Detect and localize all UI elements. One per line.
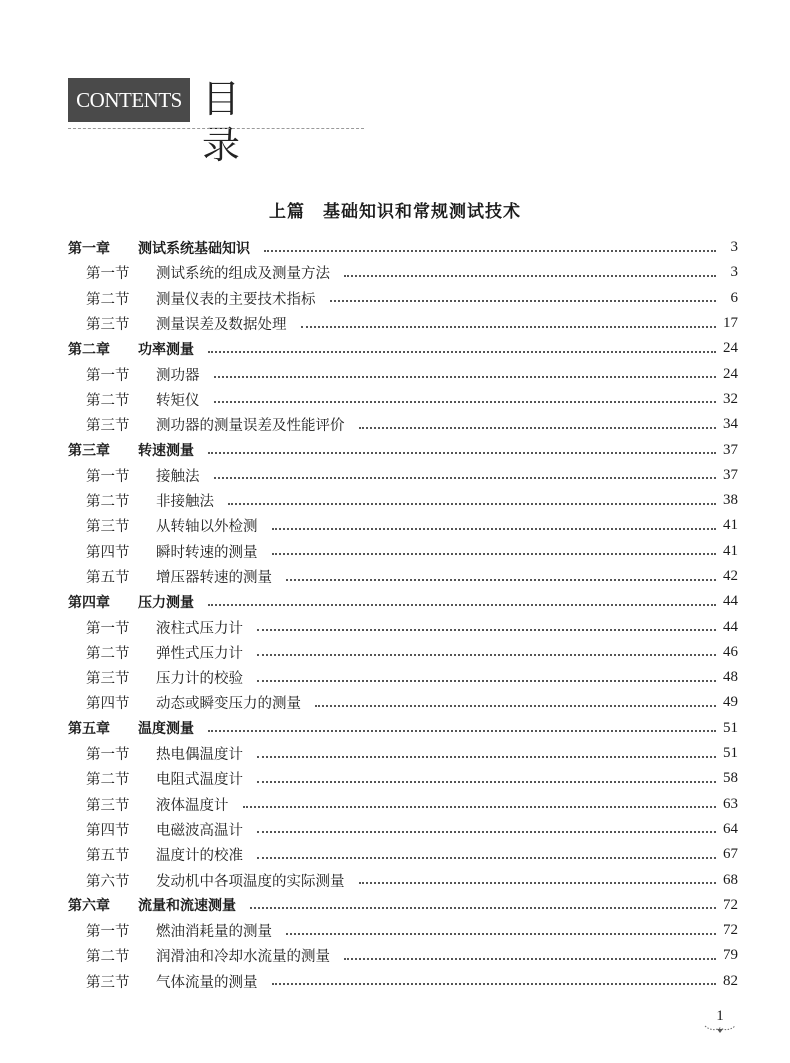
- toc-entry-page: 32: [723, 390, 738, 407]
- toc-entry-title: 热电偶温度计: [156, 747, 243, 764]
- toc-entry-number: 第三节: [86, 797, 130, 814]
- page-number: 1: [716, 1008, 724, 1024]
- toc-entry-page: 44: [723, 593, 738, 610]
- toc-entry-number: 第六章: [68, 898, 110, 915]
- toc-entry-page: 48: [723, 669, 738, 686]
- toc-dot-leader: [359, 882, 717, 884]
- toc-entry-number: 第四节: [86, 696, 130, 713]
- toc-entry-page: 37: [723, 466, 738, 483]
- toc-section-row: [68, 741, 738, 766]
- toc-section-row: [68, 286, 738, 311]
- toc-entry-title: 测量仪表的主要技术指标: [156, 291, 316, 308]
- toc-entry-page: 64: [723, 820, 738, 837]
- toc-dot-leader: [272, 528, 717, 530]
- toc-entry-title: 润滑油和冷却水流量的测量: [156, 949, 330, 966]
- toc-dot-leader: [330, 300, 717, 302]
- toc-dot-leader: [264, 250, 716, 252]
- toc-dot-leader: [257, 831, 716, 833]
- toc-entry-page: 46: [723, 643, 738, 660]
- toc-entry-title: 测功器的测量误差及性能评价: [156, 418, 345, 435]
- toc-entry-title: 电磁波高温计: [156, 822, 243, 839]
- toc-entry-page: 67: [723, 846, 738, 863]
- toc-dot-leader: [272, 553, 717, 555]
- toc-entry-title: 电阻式温度计: [156, 772, 243, 789]
- toc-section-row: [68, 665, 738, 690]
- toc-entry-page: 79: [723, 947, 738, 964]
- toc-entry-title: 测功器: [156, 367, 200, 384]
- table-of-contents: [68, 235, 738, 994]
- toc-section-row: [68, 640, 738, 665]
- toc-entry-number: 第一节: [86, 367, 130, 384]
- toc-entry-number: 第一节: [86, 266, 130, 283]
- toc-section-row: [68, 918, 738, 943]
- page-title: 目录: [202, 77, 297, 167]
- toc-entry-title: 功率测量: [138, 341, 194, 358]
- folio-ornament-icon: [704, 1024, 736, 1034]
- toc-entry-number: 第五节: [86, 848, 130, 865]
- toc-entry-page: 51: [723, 745, 738, 762]
- toc-dot-leader: [257, 781, 716, 783]
- toc-entry-number: 第二节: [86, 494, 130, 511]
- toc-entry-title: 弹性式压力计: [156, 645, 243, 662]
- toc-section-row: [68, 817, 738, 842]
- toc-entry-number: 第三节: [86, 974, 130, 991]
- toc-chapter-row: [68, 235, 738, 260]
- toc-entry-page: 41: [723, 542, 738, 559]
- toc-section-row: [68, 488, 738, 513]
- toc-entry-title: 转矩仪: [156, 392, 200, 409]
- toc-dot-leader: [208, 351, 716, 353]
- toc-section-row: [68, 690, 738, 715]
- toc-entry-title: 动态或瞬变压力的测量: [156, 696, 301, 713]
- toc-section-row: [68, 614, 738, 639]
- toc-entry-number: 第三节: [86, 317, 130, 334]
- toc-entry-title: 液柱式压力计: [156, 620, 243, 637]
- toc-dot-leader: [208, 730, 716, 732]
- toc-entry-number: 第一节: [86, 468, 130, 485]
- toc-entry-page: 3: [730, 239, 738, 256]
- toc-entry-title: 压力计的校验: [156, 671, 243, 688]
- toc-entry-number: 第四章: [68, 594, 110, 611]
- toc-dot-leader: [272, 983, 717, 985]
- toc-section-row: [68, 867, 738, 892]
- toc-section-row: [68, 766, 738, 791]
- toc-entry-number: 第二节: [86, 645, 130, 662]
- toc-entry-page: 17: [723, 315, 738, 332]
- toc-dot-leader: [315, 705, 716, 707]
- toc-entry-title: 燃油消耗量的测量: [156, 924, 272, 941]
- toc-entry-title: 压力测量: [138, 594, 194, 611]
- toc-dot-leader: [250, 907, 716, 909]
- header-divider: [68, 128, 364, 129]
- toc-section-row: [68, 387, 738, 412]
- toc-entry-title: 转速测量: [138, 443, 194, 460]
- toc-entry-title: 测试系统的组成及测量方法: [156, 266, 330, 283]
- toc-dot-leader: [257, 756, 716, 758]
- toc-entry-page: 72: [723, 896, 738, 913]
- toc-section-row: [68, 463, 738, 488]
- toc-entry-number: 第一章: [68, 240, 110, 257]
- toc-entry-page: 58: [723, 770, 738, 787]
- toc-dot-leader: [257, 629, 716, 631]
- toc-entry-page: 44: [723, 618, 738, 635]
- toc-dot-leader: [257, 857, 716, 859]
- toc-section-row: [68, 943, 738, 968]
- toc-entry-number: 第一节: [86, 620, 130, 637]
- toc-dot-leader: [286, 933, 716, 935]
- toc-entry-title: 非接触法: [156, 494, 214, 511]
- toc-entry-title: 液体温度计: [156, 797, 229, 814]
- toc-section-row: [68, 792, 738, 817]
- toc-entry-number: 第六节: [86, 873, 130, 890]
- toc-section-row: [68, 539, 738, 564]
- toc-entry-page: 24: [723, 340, 738, 357]
- toc-entry-number: 第一节: [86, 747, 130, 764]
- toc-dot-leader: [301, 326, 717, 328]
- toc-dot-leader: [257, 680, 716, 682]
- toc-section-row: [68, 361, 738, 386]
- toc-dot-leader: [286, 579, 716, 581]
- toc-entry-title: 温度计的校准: [156, 848, 243, 865]
- toc-entry-number: 第三章: [68, 443, 110, 460]
- toc-section-row: [68, 513, 738, 538]
- toc-entry-number: 第四节: [86, 822, 130, 839]
- toc-entry-page: 49: [723, 694, 738, 711]
- toc-entry-page: 51: [723, 719, 738, 736]
- toc-chapter-row: [68, 336, 738, 361]
- toc-entry-page: 3: [730, 264, 738, 281]
- toc-entry-page: 38: [723, 492, 738, 509]
- toc-entry-title: 气体流量的测量: [156, 974, 258, 991]
- toc-section-row: [68, 842, 738, 867]
- toc-dot-leader: [214, 477, 717, 479]
- contents-header: [68, 77, 368, 167]
- toc-entry-page: 41: [723, 517, 738, 534]
- toc-entry-page: 24: [723, 365, 738, 382]
- toc-entry-page: 72: [723, 922, 738, 939]
- toc-dot-leader: [344, 275, 716, 277]
- toc-section-row: [68, 564, 738, 589]
- toc-entry-title: 测量误差及数据处理: [156, 317, 287, 334]
- toc-entry-page: 63: [723, 795, 738, 812]
- toc-entry-title: 流量和流速测量: [138, 898, 236, 915]
- toc-dot-leader: [243, 806, 717, 808]
- toc-entry-number: 第三节: [86, 519, 130, 536]
- toc-section-row: [68, 969, 738, 994]
- toc-entry-title: 增压器转速的测量: [156, 570, 272, 586]
- toc-dot-leader: [359, 427, 717, 429]
- toc-entry-title: 从转轴以外检测: [156, 519, 258, 536]
- toc-entry-number: 第三节: [86, 418, 130, 435]
- part-title: 上篇 基础知识和常规测试技术: [269, 202, 521, 222]
- contents-label: CONTENTS: [68, 78, 190, 122]
- toc-section-row: [68, 260, 738, 285]
- toc-entry-number: 第三节: [86, 671, 130, 688]
- toc-entry-title: 瞬时转速的测量: [156, 544, 258, 561]
- toc-dot-leader: [214, 376, 717, 378]
- toc-chapter-row: [68, 589, 738, 614]
- toc-entry-number: 第二章: [68, 341, 110, 358]
- toc-chapter-row: [68, 716, 738, 741]
- toc-entry-number: 第一节: [86, 924, 130, 941]
- toc-dot-leader: [228, 503, 716, 505]
- toc-entry-page: 37: [723, 441, 738, 458]
- toc-entry-number: 第四节: [86, 544, 130, 561]
- toc-section-row: [68, 412, 738, 437]
- toc-dot-leader: [257, 654, 716, 656]
- toc-entry-title: 发动机中各项温度的实际测量: [156, 873, 345, 890]
- toc-chapter-row: [68, 437, 738, 462]
- toc-entry-title: 接触法: [156, 468, 200, 485]
- toc-entry-page: 42: [723, 568, 738, 584]
- toc-entry-number: 第二节: [86, 392, 130, 409]
- toc-dot-leader: [214, 401, 717, 403]
- toc-entry-number: 第五节: [86, 570, 130, 586]
- toc-entry-number: 第五章: [68, 721, 110, 738]
- toc-chapter-row: [68, 893, 738, 918]
- toc-entry-page: 82: [723, 972, 738, 989]
- toc-dot-leader: [208, 452, 716, 454]
- toc-entry-page: 34: [723, 416, 738, 433]
- toc-section-row: [68, 311, 738, 336]
- page-folio: [700, 1008, 740, 1038]
- toc-entry-title: 测试系统基础知识: [138, 240, 250, 257]
- toc-entry-number: 第二节: [86, 772, 130, 789]
- toc-entry-page: 6: [730, 289, 738, 306]
- toc-entry-number: 第二节: [86, 291, 130, 308]
- toc-entry-page: 68: [723, 871, 738, 888]
- toc-entry-number: 第二节: [86, 949, 130, 966]
- toc-dot-leader: [344, 958, 716, 960]
- toc-entry-title: 温度测量: [138, 721, 194, 738]
- toc-dot-leader: [208, 604, 716, 606]
